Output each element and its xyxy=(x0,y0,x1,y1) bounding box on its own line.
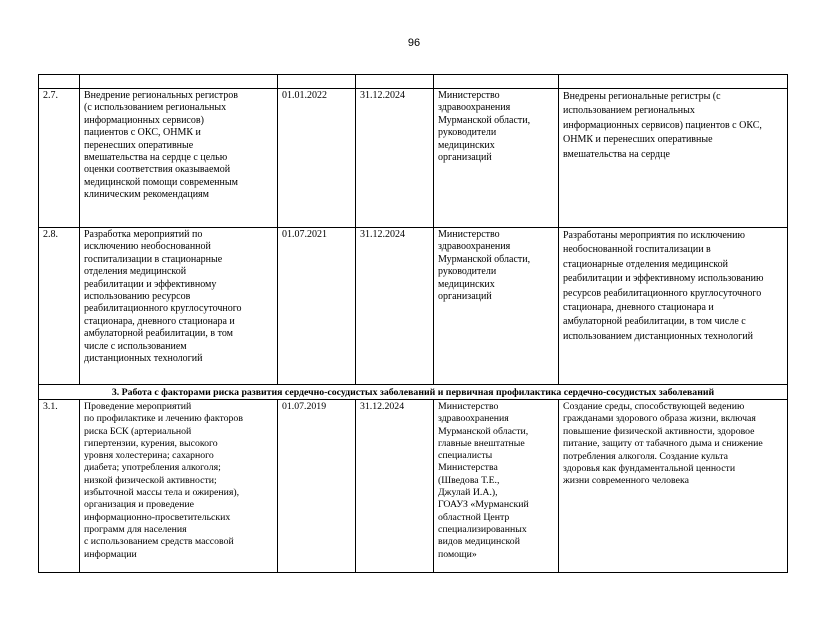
start-date: 01.07.2021 xyxy=(278,228,356,385)
task-description-line: госпитализации в стационарные xyxy=(84,253,223,265)
responsible-party xyxy=(434,89,559,228)
task-description-line: по профилактике и лечению факторов xyxy=(84,413,243,425)
task-description-line: уровня холестерина; сахарного xyxy=(84,450,214,462)
task-description-line: программ для населения xyxy=(84,523,187,535)
table-row xyxy=(39,400,788,573)
expected-result-line: здоровья как фундаментальной ценности xyxy=(563,463,736,475)
task-description-line: Разработка мероприятий по xyxy=(84,229,203,240)
expected-result-line: стационара, дневного стационара и xyxy=(563,302,714,314)
responsible-party-line: Мурманской области, xyxy=(438,253,531,265)
responsible-party-line: (Шведова Т.Е., xyxy=(438,474,500,486)
responsible-party-line: организаций xyxy=(438,291,492,303)
task-description-line: амбулаторной реабилитации, в том xyxy=(84,328,234,340)
responsible-party-line: ГОАУЗ «Мурманский xyxy=(438,499,529,511)
task-description-line: риска БСК (артериальной xyxy=(84,425,192,437)
expected-result-line: ресурсов реабилитационного круглосуточного xyxy=(563,287,762,299)
task-description-line: Внедрение региональных регистров xyxy=(84,90,238,101)
expected-result-line: гражданами здорового образа жизни, включая xyxy=(563,413,756,425)
expected-result-line: потребления алкоголя. Создание культа xyxy=(563,450,728,462)
expected-result-line: Разработаны мероприятия по исключению xyxy=(563,230,745,241)
responsible-party-line: Джулай И.А.), xyxy=(438,487,498,499)
responsible-party-line: Мурманской области, xyxy=(438,114,531,126)
table-header-row xyxy=(39,75,788,89)
task-description-line: клиническим рекомендациям xyxy=(84,189,209,201)
expected-result xyxy=(559,400,788,573)
expected-result-line: использованием региональных xyxy=(563,105,695,117)
task-description-line: дистанционных технологий xyxy=(84,353,203,365)
task-description xyxy=(80,89,278,228)
expected-result-line: вмешательства на сердце xyxy=(563,148,670,160)
item-number: 2.7. xyxy=(39,89,80,228)
task-description-line: медицинской помощи современным xyxy=(84,176,238,188)
section-heading: 3. Работа с факторами риска развития сердечно-сосудистых заболеваний и первичная профилактика сердечно-сосудистых заболеваний xyxy=(39,385,788,400)
end-date: 31.12.2024 xyxy=(356,228,434,385)
responsible-party-line: главные внештатные xyxy=(438,437,525,449)
task-description-line: перенесших оперативные xyxy=(84,139,194,151)
responsible-party-line: Министерство xyxy=(438,229,500,240)
expected-result xyxy=(559,89,788,228)
responsible-party-line: видов медицинской xyxy=(438,536,520,548)
page-number: 96 xyxy=(407,37,421,49)
measures-table xyxy=(38,74,788,573)
expected-result-line: Внедрены региональные регистры (с xyxy=(563,91,721,102)
task-description-line: гипертензии, курения, высокого xyxy=(84,437,218,449)
task-description-line: организация и проведение xyxy=(84,499,194,511)
expected-result-line: повышение физической активности, здоровое xyxy=(563,425,755,437)
item-number: 3.1. xyxy=(39,400,80,573)
responsible-party-line: Министерства xyxy=(438,462,498,474)
responsible-party-line: медицинских xyxy=(438,278,495,290)
end-date: 31.12.2024 xyxy=(356,89,434,228)
start-date: 01.07.2019 xyxy=(278,400,356,573)
responsible-party xyxy=(434,228,559,385)
expected-result-line: необоснованной госпитализации в xyxy=(563,244,711,256)
task-description-line: пациентов с ОКС, ОНМК и xyxy=(84,127,201,139)
responsible-party-line: помощи» xyxy=(438,548,477,560)
task-description-line: избыточной массы тела и ожирения), xyxy=(84,487,240,499)
item-number: 2.8. xyxy=(39,228,80,385)
responsible-party-line: Мурманской области, xyxy=(438,425,529,437)
task-description-line: реабилитации и эффективному xyxy=(84,278,217,290)
table-row xyxy=(39,89,788,228)
responsible-party-line: областной Центр xyxy=(438,511,510,523)
task-description-line: информации xyxy=(84,548,137,560)
expected-result-line: питание, защиту от табачного дыма и снижение xyxy=(563,438,763,450)
expected-result-line: информационных сервисов) пациентов с ОКС, xyxy=(563,119,762,131)
task-description-line: исключению необоснованной xyxy=(84,241,211,253)
task-description-line: с использованием средств массовой xyxy=(84,536,234,548)
expected-result-line: реабилитации и эффективному использованию xyxy=(563,273,764,285)
task-description-line: числе с использованием xyxy=(84,340,187,352)
expected-result-line: жизни современного человека xyxy=(563,475,689,487)
task-description-line: низкой физической активности; xyxy=(84,474,217,486)
responsible-party-line: руководители xyxy=(438,266,497,278)
table-body xyxy=(39,75,788,573)
responsible-party-line: здравоохранения xyxy=(438,413,509,425)
expected-result-line: стационарные отделения медицинской xyxy=(563,258,729,270)
expected-result-line: ОНМК и перенесших оперативные xyxy=(563,134,713,146)
responsible-party-line: здравоохранения xyxy=(438,102,511,114)
responsible-party-line: здравоохранения xyxy=(438,241,511,253)
responsible-party-line: руководители xyxy=(438,127,497,139)
task-description-line: оценки соответствия оказываемой xyxy=(84,164,231,176)
task-description-line: информационных сервисов) xyxy=(84,114,204,126)
responsible-party-line: специалисты xyxy=(438,450,493,462)
task-description-line: диабета; употребления алкоголя; xyxy=(84,462,221,474)
responsible-party-line: организаций xyxy=(438,152,492,164)
task-description-line: стационара, дневного стационара и xyxy=(84,315,235,327)
task-description-line: Проведение мероприятий xyxy=(84,401,192,412)
responsible-party-line: специализированных xyxy=(438,523,527,535)
task-description-line: использованию ресурсов xyxy=(84,291,191,303)
table-row xyxy=(39,228,788,385)
task-description xyxy=(80,228,278,385)
responsible-party-line: медицинских xyxy=(438,139,495,151)
task-description-line: отделения медицинской xyxy=(84,266,187,278)
task-description-line: (с использованием региональных xyxy=(84,102,227,114)
responsible-party-line: Министерство xyxy=(438,401,499,412)
expected-result-line: Создание среды, способствующей ведению xyxy=(563,401,745,412)
start-date: 01.01.2022 xyxy=(278,89,356,228)
task-description-line: вмешательства на сердце с целью xyxy=(84,152,228,164)
end-date: 31.12.2024 xyxy=(356,400,434,573)
expected-result-line: амбулаторной реабилитации, в том числе с xyxy=(563,316,746,328)
expected-result xyxy=(559,228,788,385)
task-description xyxy=(80,400,278,573)
responsible-party-line: Министерство xyxy=(438,90,500,101)
task-description-line: информационно-просветительских xyxy=(84,511,231,523)
expected-result-line: использованием дистанционных технологий xyxy=(563,330,753,342)
responsible-party xyxy=(434,400,559,573)
task-description-line: реабилитационного круглосуточного xyxy=(84,303,242,315)
section-heading-row xyxy=(39,385,788,400)
